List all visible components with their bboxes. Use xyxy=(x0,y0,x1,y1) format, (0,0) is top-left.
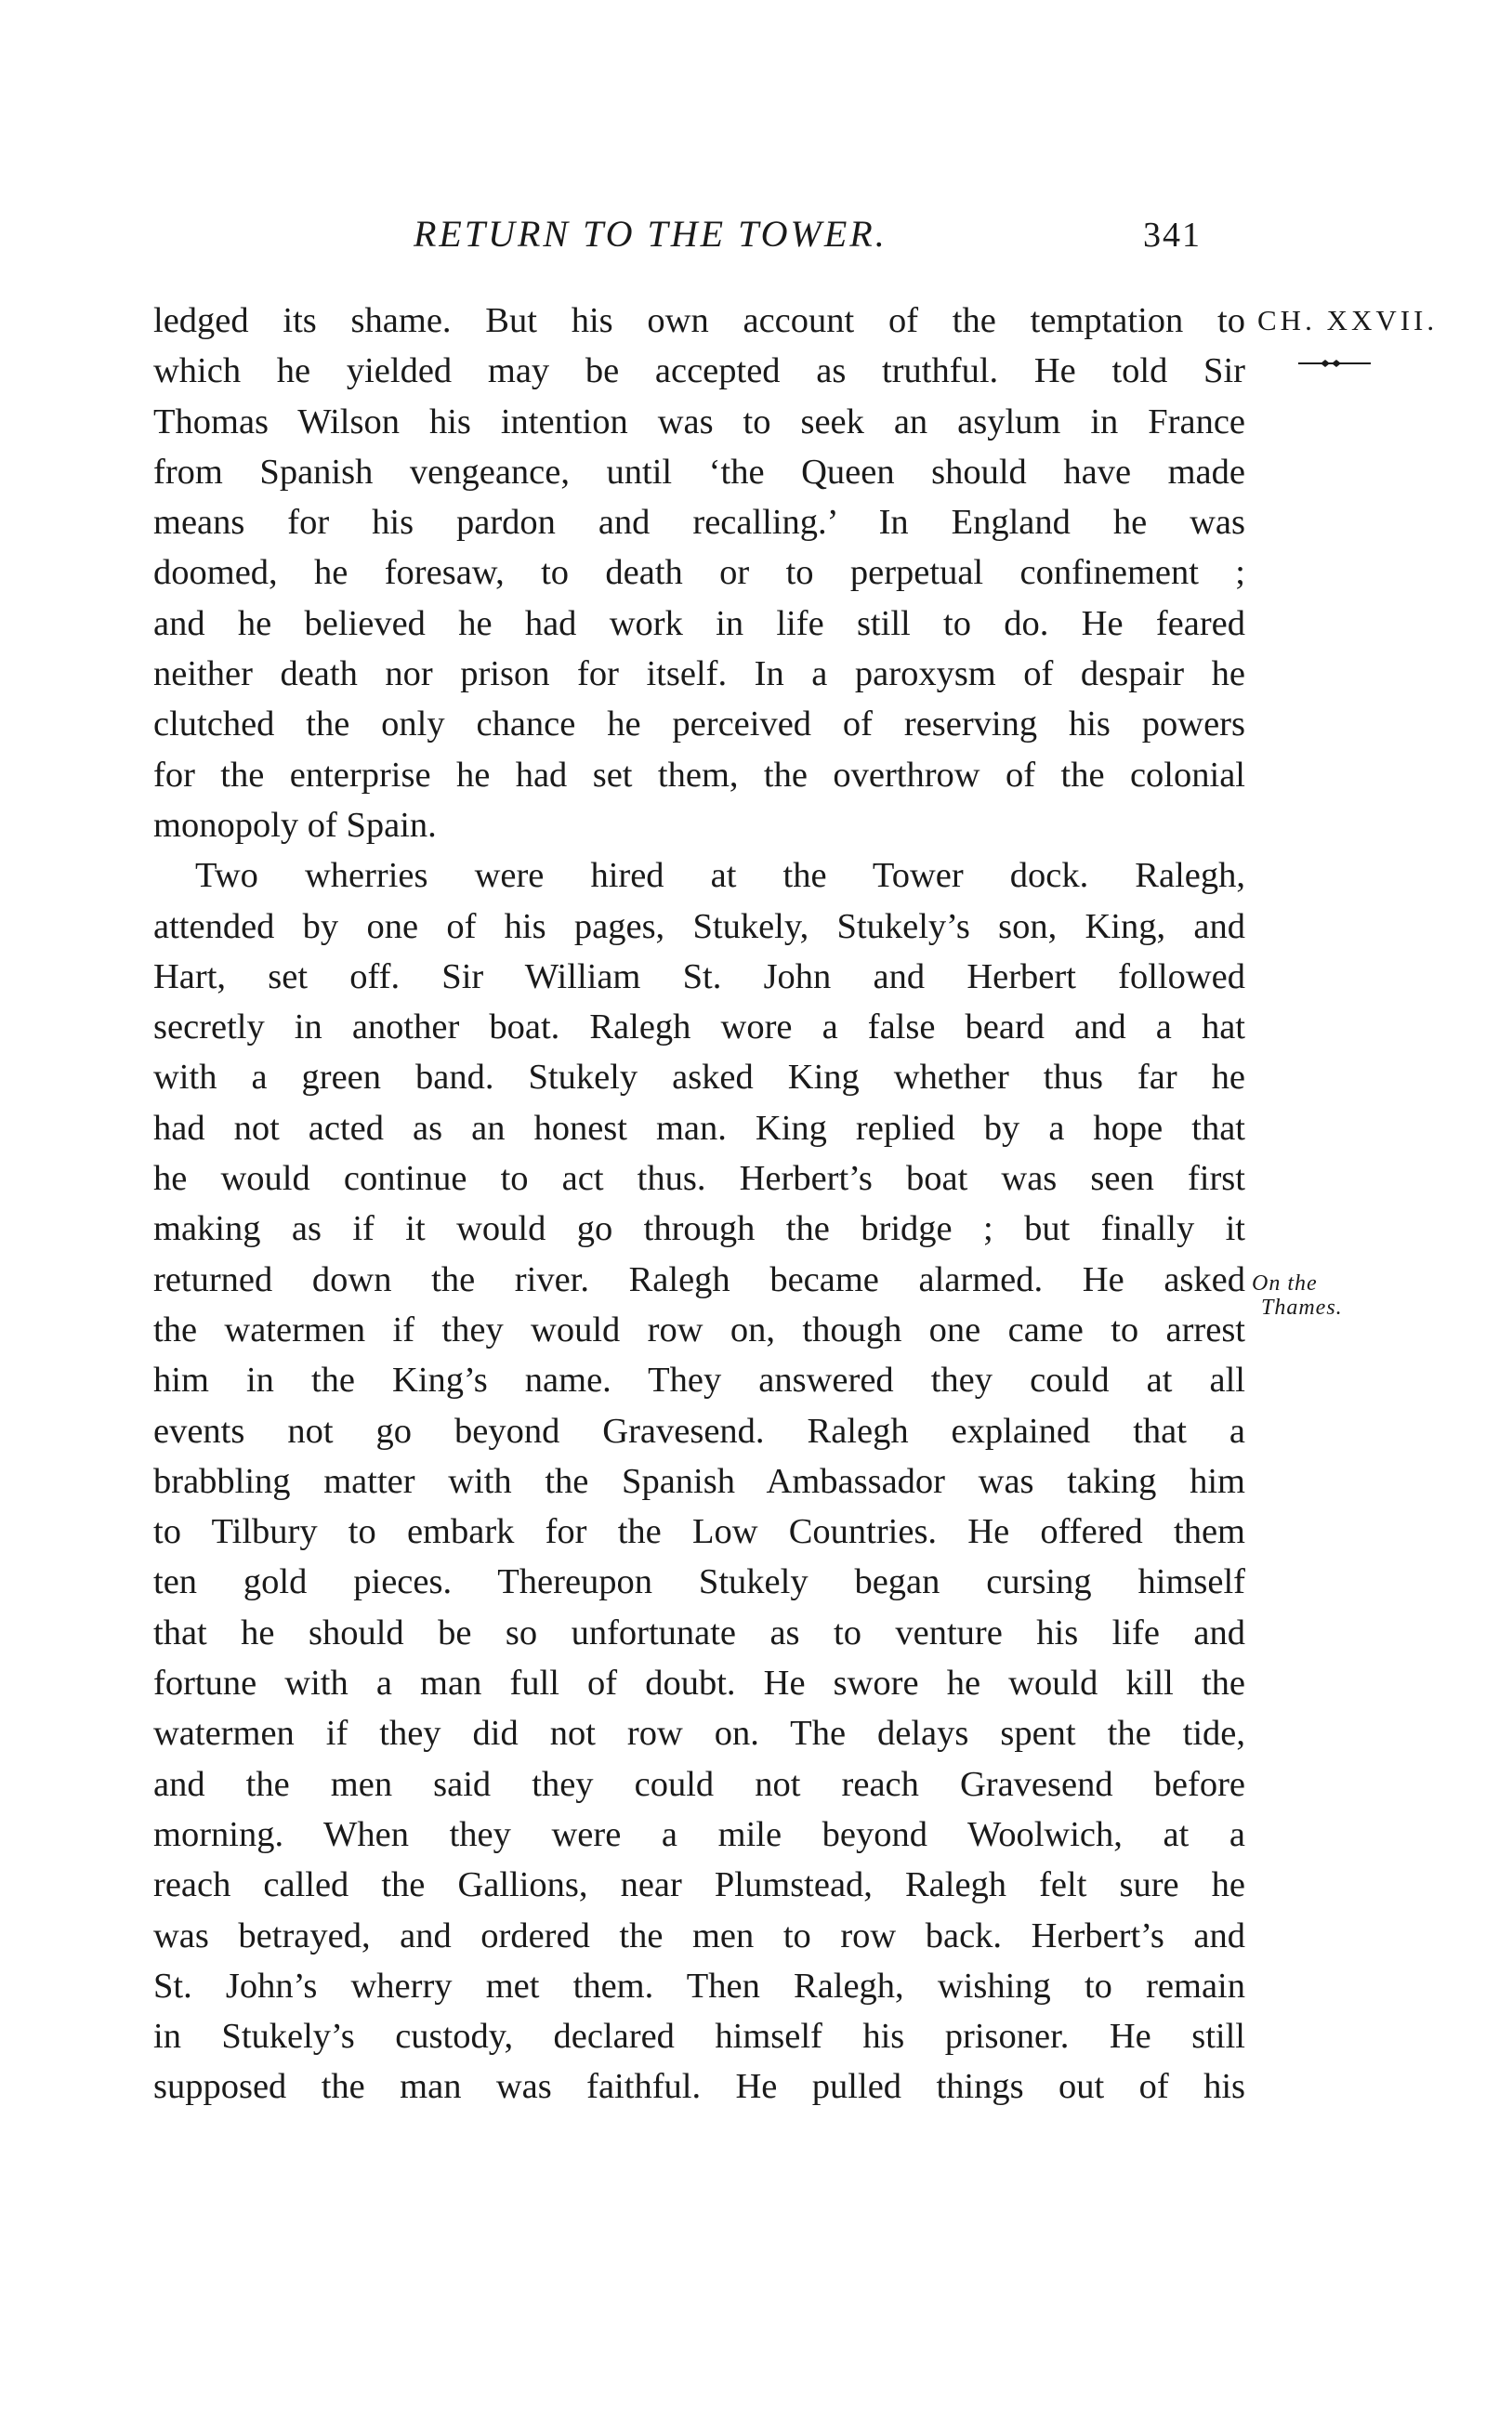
text-line: he would continue to act thus. Herbert’s boat was seen first xyxy=(153,1159,1245,1199)
page-number: 341 xyxy=(1143,216,1202,255)
text-line: monopoly of Spain. xyxy=(153,805,437,845)
text-line: watermen if they did not row on. The delays spent the tide, xyxy=(153,1714,1245,1754)
text-line: with a green band. Stukely asked King whether thus far he xyxy=(153,1058,1245,1098)
text-line: Hart, set off. Sir William St. John and Herbert followed xyxy=(153,956,1245,996)
text-line: supposed the man was faithful. He pulled things out of his xyxy=(153,2067,1245,2107)
text-line: which he yielded may be accepted as truthful. He told Sir xyxy=(153,351,1245,391)
margin-note-on-the-thames xyxy=(1252,1271,1343,1320)
text-line: Two wherries were hired at the Tower dock. Ralegh, xyxy=(195,856,1245,896)
text-line: that he should be so unfortunate as to venture his life and xyxy=(153,1613,1245,1652)
text-line: the watermen if they would row on, though one came to arrest xyxy=(153,1310,1245,1349)
text-line: fortune with a man full of doubt. He swore he would kill the xyxy=(153,1664,1245,1704)
text-line: events not go beyond Gravesend. Ralegh explained that a xyxy=(153,1411,1245,1451)
text-line: ten gold pieces. Thereupon Stukely began cursing himself xyxy=(153,1562,1245,1602)
text-line: for the enterprise he had set them, the overthrow of the colonial xyxy=(153,755,1245,795)
text-line: Thomas Wilson his intention was to seek an asylum in France xyxy=(153,402,1245,441)
text-line: clutched the only chance he perceived of reserving his powers xyxy=(153,704,1245,744)
text-line: secretly in another boat. Ralegh wore a false beard and a hat xyxy=(153,1007,1245,1047)
text-line: to Tilbury to embark for the Low Countries. He offered them xyxy=(153,1512,1245,1552)
text-line: ledged its shame. But his own account of the temptation to xyxy=(153,301,1245,340)
chapter-marker: CH. XXVII. xyxy=(1257,304,1439,336)
text-line: neither death nor prison for itself. In a paroxysm of despair he xyxy=(153,654,1245,694)
text-line: brabbling matter with the Spanish Ambassador was taking him xyxy=(153,1461,1245,1501)
text-line: in Stukely’s custody, declared himself his prisoner. He still xyxy=(153,2017,1245,2057)
running-title: RETURN TO THE TOWER. xyxy=(414,213,887,255)
text-line: from Spanish vengeance, until ‘the Queen should have made xyxy=(153,452,1245,492)
running-head xyxy=(153,212,1259,268)
dash-ornament-icon xyxy=(1296,353,1373,374)
text-line: doomed, he foresaw, to death or to perpetual confinement ; xyxy=(153,553,1245,593)
body-text xyxy=(153,296,1245,2113)
text-line: means for his pardon and recalling.’ In England he was xyxy=(153,503,1245,543)
text-line: was betrayed, and ordered the men to row back. Herbert’s and xyxy=(153,1915,1245,1955)
text-line: attended by one of his pages, Stukely, Stukely’s son, King, and xyxy=(153,906,1245,946)
margin-note-line: On the xyxy=(1252,1271,1318,1296)
text-line: making as if it would go through the bridge ; but finally it xyxy=(153,1209,1245,1249)
margin-note-line: Thames. xyxy=(1261,1296,1343,1320)
text-line: and he believed he had work in life still to do. He feared xyxy=(153,603,1245,643)
text-line: reach called the Gallions, near Plumstead, Ralegh felt sure he xyxy=(153,1865,1245,1905)
text-line: morning. When they were a mile beyond Woolwich, at a xyxy=(153,1814,1245,1854)
text-line: St. John’s wherry met them. Then Ralegh, wishing to remain xyxy=(153,1966,1245,2006)
text-line: and the men said they could not reach Gravesend before xyxy=(153,1764,1245,1804)
text-line: had not acted as an honest man. King replied by a hope that xyxy=(153,1108,1245,1148)
text-line: him in the King’s name. They answered they could at all xyxy=(153,1361,1245,1401)
text-line: returned down the river. Ralegh became alarmed. He asked xyxy=(153,1259,1245,1299)
